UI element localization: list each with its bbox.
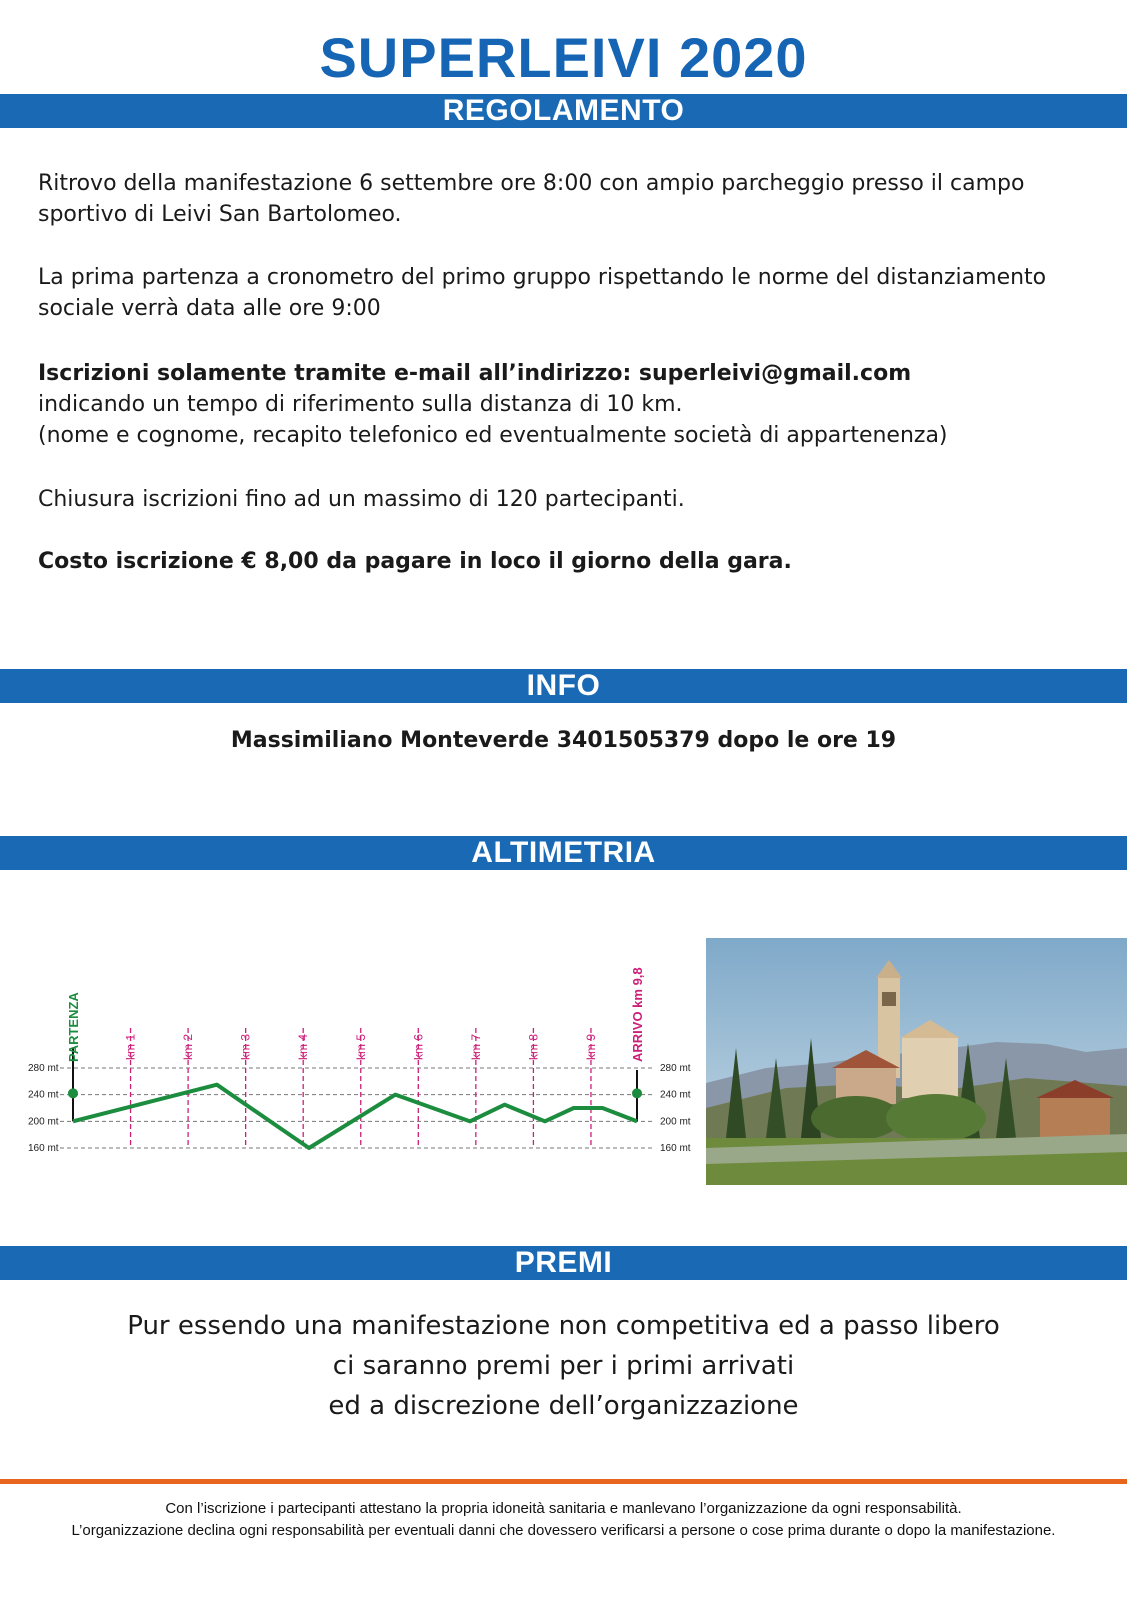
km-marker-label: km 8: [526, 1033, 541, 1060]
finish-label: ARRIVO km 9,8: [630, 967, 645, 1062]
km-marker-label: km 2: [181, 1033, 196, 1060]
disclaimer-line-2: L’organizzazione declina ogni responsabilità per eventuali danni che dovessero verificarsi a persone o cose prima durante o dopo la manifestazione.: [71, 1522, 1056, 1539]
km-marker-label: km 4: [296, 1033, 311, 1060]
y-tick-label-left: 280 mt: [28, 1063, 59, 1074]
disclaimer-line-1: Con l’iscrizione i partecipanti attestano la propria idoneità sanitaria e manlevano l’organizzazione da ogni responsabilità.: [165, 1500, 962, 1517]
section-band-premi: PREMI: [0, 1246, 1127, 1280]
regolamento-paragraph-ritrovo: [38, 168, 1098, 230]
y-tick-label-right: 280 mt: [660, 1063, 691, 1074]
km-marker-label: km 3: [238, 1033, 253, 1060]
y-tick-label-left: 200 mt: [28, 1116, 59, 1128]
start-marker-dot: [68, 1088, 78, 1098]
footer-divider: [0, 1479, 1127, 1484]
footer-disclaimer: [0, 1498, 1127, 1542]
partenza-line-1: La prima partenza a cronometro del primo gruppo rispettando le norme del distanziamento: [38, 265, 1047, 290]
km-marker-label: km 1: [123, 1033, 138, 1060]
iscrizioni-dati-line: (nome e cognome, recapito telefonico ed eventualmente società di appartenenza): [38, 423, 948, 448]
section-band-altimetria: ALTIMETRIA: [0, 836, 1127, 870]
premi-line-1: Pur essendo una manifestazione non competitiva ed a passo libero: [127, 1311, 1000, 1341]
km-marker-label: km 5: [353, 1033, 368, 1060]
section-band-info: INFO: [0, 669, 1127, 703]
start-label: PARTENZA: [66, 992, 81, 1062]
iscrizioni-tempo-line: indicando un tempo di riferimento sulla distanza di 10 km.: [38, 392, 683, 417]
y-tick-label-left: 240 mt: [28, 1089, 59, 1101]
page-title: SUPERLEIVI 2020: [319, 26, 808, 89]
premi-line-2: ci saranno premi per i primi arrivati: [332, 1351, 795, 1381]
km-marker-label: km 9: [583, 1033, 598, 1060]
premi-text: [0, 1306, 1127, 1426]
regolamento-paragraph-costo: Costo iscrizione € 8,00 da pagare in loco il giorno della gara.: [38, 549, 792, 574]
iscrizioni-email-line: Iscrizioni solamente tramite e-mail all’indirizzo: superleivi@gmail.com: [38, 361, 912, 386]
finish-marker-dot: [632, 1088, 642, 1098]
ritrovo-line-1: Ritrovo della manifestazione 6 settembre ore 8:00 con ampio parcheggio presso il campo: [38, 171, 1025, 196]
km-marker-label: km 6: [411, 1033, 426, 1060]
elevation-profile-chart: [20, 920, 692, 1180]
y-tick-label-right: 240 mt: [660, 1089, 691, 1101]
regolamento-paragraph-partenza: [38, 262, 1098, 324]
y-tick-label-left: 160 mt: [28, 1143, 59, 1154]
church-landscape-illustration: [706, 938, 1127, 1185]
y-tick-label-right: 160 mt: [660, 1143, 691, 1154]
premi-line-3: ed a discrezione dell’organizzazione: [328, 1391, 799, 1421]
partenza-line-2: sociale verrà data alle ore 9:00: [38, 296, 381, 321]
regolamento-paragraph-iscrizioni: [38, 358, 1098, 451]
ritrovo-line-2: sportivo di Leivi San Bartolomeo.: [38, 202, 402, 227]
km-marker-label: km 7: [468, 1033, 483, 1060]
y-tick-label-right: 200 mt: [660, 1116, 691, 1128]
church-landscape-photo: [706, 938, 1127, 1185]
regolamento-paragraph-chiusura: Chiusura iscrizioni fino ad un massimo di 120 partecipanti.: [38, 487, 685, 512]
section-band-regolamento: REGOLAMENTO: [0, 94, 1127, 128]
elevation-line: [73, 1085, 637, 1148]
info-contact: Massimiliano Monteverde 3401505379 dopo le ore 19: [230, 728, 897, 753]
